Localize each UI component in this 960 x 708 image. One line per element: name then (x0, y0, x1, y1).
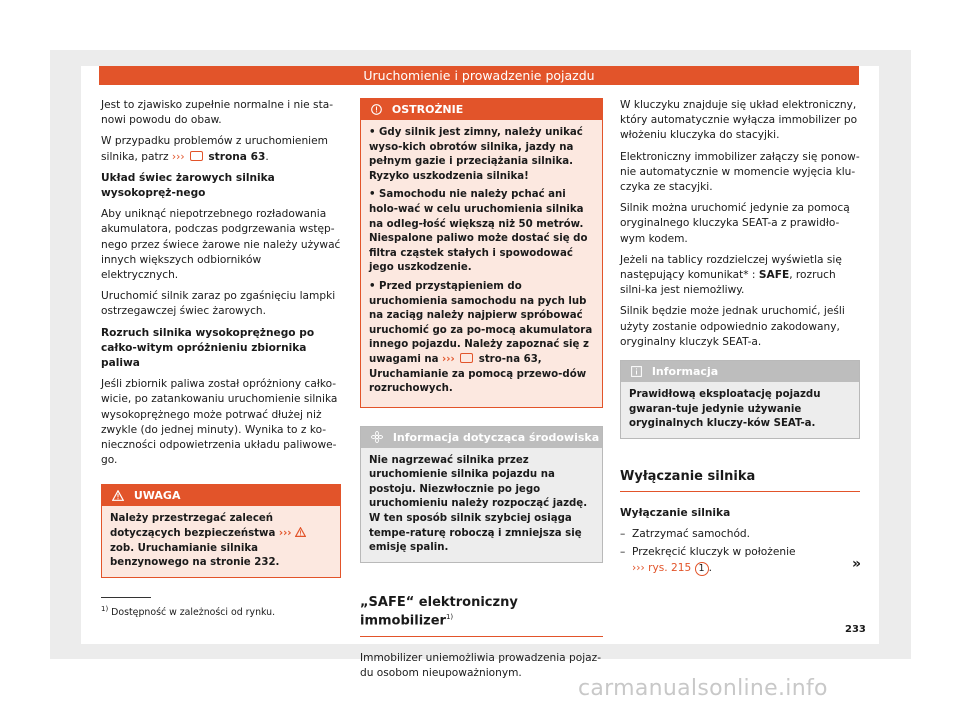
environment-info-header (361, 427, 602, 448)
info-body: Prawidłową eksploatację pojazdu gwaran-tuje jedynie używanie oryginalnych kluczy-ków SEAT-a. (621, 382, 859, 438)
caution-title: OSTROŻNIE (391, 103, 464, 116)
warning-body (102, 506, 340, 576)
footnote-number: 1) (101, 605, 109, 613)
warning-header (102, 485, 340, 506)
info-box (620, 360, 860, 439)
watermark: carmanualsonline.info (578, 676, 828, 701)
caution-box (360, 98, 603, 408)
subheading: Wyłączanie silnika (620, 507, 731, 520)
caution-bullet: • Samochodu nie należy pchać ani holo-wać w celu uruchomienia silnika na odleg-łość większą niż 50 metrów. Niespalone paliwo może dostać się do filtra cząstek stałych i spowodować jego uszkodzenie. (369, 189, 588, 274)
warning-title: UWAGA (133, 489, 181, 503)
arrow-ref-icon: ››› (278, 528, 292, 540)
chapter-header: Uruchomienie i prowadzenie pojazdu (99, 66, 859, 85)
environment-info-title: Informacja dotycząca środowiska (392, 430, 600, 444)
paragraph-text: Jeżeli na tablicy rozdzielczej wyświetla się następujący komunikat* : (620, 253, 842, 282)
column-middle (360, 98, 603, 687)
warning-reference-link[interactable]: zob. Uruchamianie silnika benzynowego na stronie 232. (110, 542, 280, 569)
figure-reference-link[interactable]: rys. 215 (648, 561, 692, 574)
paragraph: Silnik można uruchomić jedynie za pomocą oryginalnego kluczyka SEAT-a z prawidło-wym kodem. (620, 202, 850, 245)
info-icon (631, 366, 642, 377)
caution-text: • Przed przystąpieniem do uruchomienia samochodu na pych lub na zaciąg należy najpierw spróbować uruchomić go za po-mocą akumulatora innego pojazdu. Należy zapoznać się z uwagami na (369, 280, 593, 365)
caution-body (361, 120, 602, 407)
step-item: – Zatrzymać samochód. (620, 527, 860, 542)
footnote-text: Dostępność w zależności od rynku. (111, 607, 276, 619)
arrow-ref-icon: ››› (442, 353, 455, 365)
section-heading-immobilizer (360, 595, 603, 637)
paragraph-text: W przypadku problemów z uruchomieniem silnika, patrz (101, 135, 328, 163)
footnote-marker: 1) (445, 613, 454, 622)
info-header (621, 361, 859, 382)
warning-triangle-icon (295, 527, 306, 537)
paragraph: Silnik będzie może jednak uruchomić, jeśli użyty zostanie odpowiednio zakodowany, oryginalny kluczyk SEAT-a. (620, 305, 845, 348)
book-icon (190, 151, 203, 161)
flower-icon (371, 431, 383, 443)
step-text: Przekręcić kluczyk w położenie (632, 546, 796, 559)
position-number-badge: 1 (695, 562, 709, 576)
book-icon (460, 353, 473, 363)
paragraph: Elektroniczny immobilizer załączy się ponow-nie automatycznie w momencie wyjęcia klu-czyka ze stacyjki. (620, 150, 860, 194)
page-number: 233 (845, 624, 866, 635)
paragraph (620, 253, 860, 299)
paragraph: W przypadku problemów z uruchomieniem silnika, patrz ››› strona 63. (101, 135, 328, 163)
paragraph: Jeśli zbiornik paliwa został opróżniony całko-wicie, po zatankowaniu uruchomienie silnika wysokoprężnego może potrwać dłużej niż zwykle (do jednej minuty). Wynika to z ko-nieczności odpowietrzenia układu paliwowe-go. (101, 378, 338, 467)
caution-reference-link[interactable]: stro-na 63, Uruchamianie za pomocą przewo-dów rozruchowych. (369, 353, 587, 395)
paragraph: Aby uniknąć niepotrzebnego rozładowania akumulatora, podczas podgrzewania wstęp-nego przez świece żarowe nie należy używać innych większych odbiorników elektrycznych. (101, 208, 341, 282)
info-circle-icon (371, 104, 382, 115)
paragraph: Jest to zjawisko zupełnie normalne i nie sta-nowi powodu do obaw. (101, 99, 334, 127)
step-item: – Przekręcić kluczyk w położenie ››› rys. 215 1 . (620, 545, 860, 575)
page-reference-link[interactable]: strona 63 (208, 150, 266, 163)
arrow-ref-icon: ››› (171, 150, 185, 163)
column-left (101, 98, 341, 578)
column-right (620, 98, 860, 579)
paragraph: Immobilizer uniemożliwia prowadzenia pojaz-du osobom nieupoważnionym. (360, 651, 602, 679)
paragraph: Uruchomić silnik zaraz po zgaśnięciu lampki ostrzegawczej świec żarowych. (101, 290, 336, 318)
subheading: Rozruch silnika wysokoprężnego po całko-witym opróżnieniu zbiornika paliwa (101, 326, 315, 370)
caution-bullet: • Gdy silnik jest zimny, należy unikać wyso-kich obrotów silnika, jazdy na pełnym gazie i przeciążania silnika. Ryzyko uszkodzenia silnika! (369, 127, 583, 182)
footnote (101, 605, 275, 618)
section-heading-text: „SAFE“ elektroniczny immobilizer (360, 594, 518, 629)
warning-triangle-icon (112, 490, 124, 501)
safe-message: SAFE (758, 269, 790, 282)
caution-bullet (369, 280, 594, 397)
paragraph-text: , rozruch silni-ka jest niemożliwy. (620, 269, 836, 297)
paragraph: W kluczyku znajduje się układ elektroniczny, który automatycznie wyłącza immobilizer po włożeniu kluczyka do stacyjki. (620, 99, 858, 142)
caution-header (361, 99, 602, 120)
environment-info-box (360, 426, 603, 563)
subheading: Układ świec żarowych silnika wysokopręż-nego (101, 171, 275, 200)
continue-marker: » (852, 556, 862, 572)
environment-info-body: Nie nagrzewać silnika przez uruchomienie silnika pojazdu na postoju. Niezwłocznie po jego uruchomieniu należy rozpocząć jazdę. W ten sposób silnik szybciej osiąga tempe-raturę roboczą i zmniejsza się emisję spalin. (361, 448, 602, 562)
section-heading-engine-off: Wyłączanie silnika (620, 469, 860, 492)
warning-box (101, 484, 341, 577)
footnote-divider (101, 597, 151, 598)
warning-text: Należy przestrzegać zaleceń dotyczących bezpieczeństwa (110, 513, 276, 540)
arrow-ref-icon: ››› (632, 561, 645, 574)
info-title: Informacja (651, 365, 719, 379)
